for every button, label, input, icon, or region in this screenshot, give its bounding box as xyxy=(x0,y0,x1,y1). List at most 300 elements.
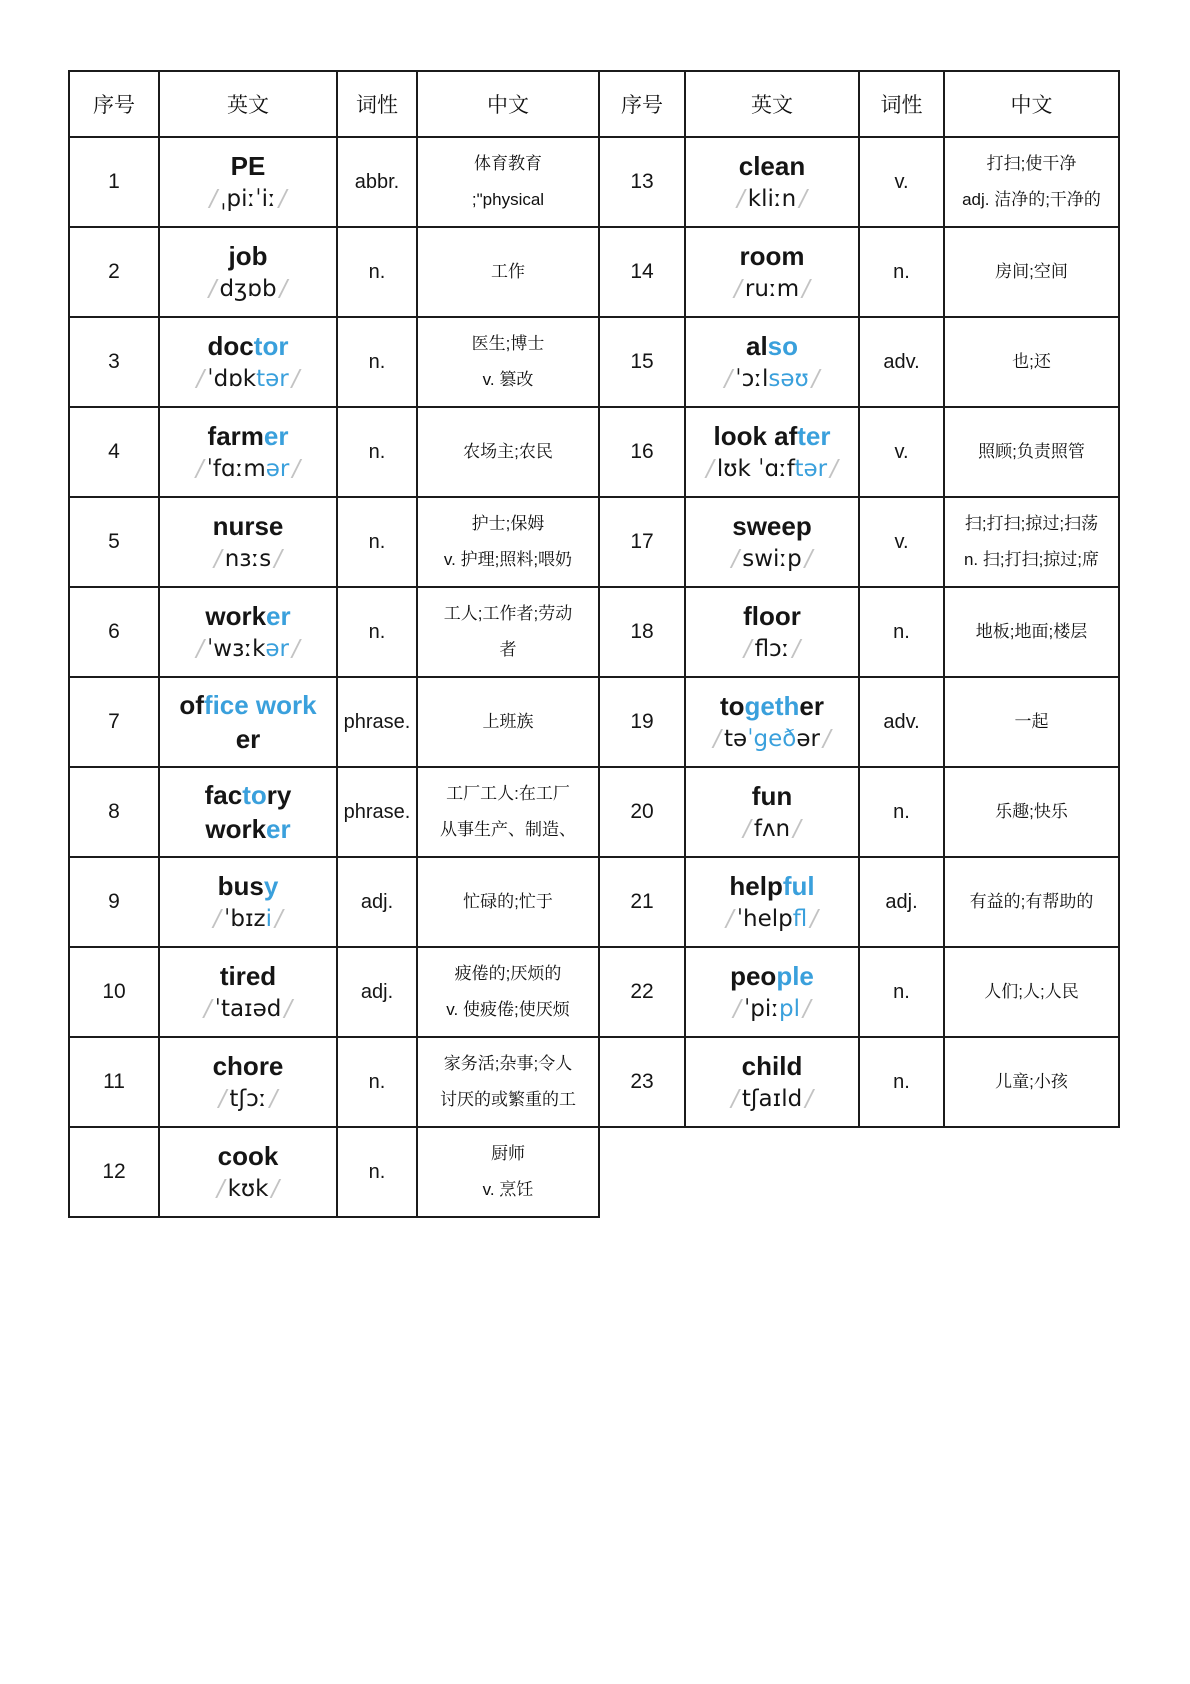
part-of-speech-cell: adv. xyxy=(859,677,944,767)
phonetic xyxy=(686,543,858,576)
num-cell: 20 xyxy=(599,767,685,857)
english-word xyxy=(686,239,858,273)
english-word xyxy=(686,1049,858,1083)
phonetic-slash: / xyxy=(830,455,838,482)
chinese-meaning-line: adj. 洁净的;干净的 xyxy=(962,190,1101,209)
part-of-speech-cell: adj. xyxy=(337,857,417,947)
word-part: to xyxy=(719,690,745,721)
part-of-speech-cell: v. xyxy=(859,137,944,227)
chinese-meaning-line: 农场主;农民 xyxy=(463,442,553,461)
phonetic-slash: / xyxy=(292,455,301,482)
part-of-speech-cell: n. xyxy=(337,407,417,497)
phonetic-slash: / xyxy=(203,995,212,1022)
word-part-highlight: er xyxy=(263,420,289,451)
chinese-meaning-line: 护士;保姆 xyxy=(471,514,545,533)
num-cell: 8 xyxy=(69,767,159,857)
table-row xyxy=(599,767,1119,857)
num-cell: 17 xyxy=(599,497,685,587)
phonetic-part: kliːn xyxy=(747,185,797,212)
table-row xyxy=(69,317,599,407)
phonetic-slash: / xyxy=(792,635,801,662)
part-of-speech-cell: n. xyxy=(337,227,417,317)
word-part: job xyxy=(228,240,268,271)
table-row xyxy=(69,1037,599,1127)
phonetic-slash: / xyxy=(734,275,742,302)
table-row xyxy=(599,1037,1119,1127)
word-cell xyxy=(159,677,337,767)
phonetic xyxy=(160,1083,336,1116)
chinese-meaning-line: 忙碌的;忙于 xyxy=(463,892,553,911)
part-of-speech-cell: n. xyxy=(337,587,417,677)
num-cell: 23 xyxy=(599,1037,685,1127)
num-cell: 13 xyxy=(599,137,685,227)
word-cell xyxy=(159,1127,337,1217)
phonetic-slash: / xyxy=(195,455,204,482)
phonetic-slash: / xyxy=(743,635,752,662)
word-cell xyxy=(159,497,337,587)
part-of-speech-cell: adj. xyxy=(337,947,417,1037)
chinese-meaning-cell xyxy=(944,407,1119,497)
phonetic-part: tʃaɪld xyxy=(741,1085,803,1112)
chinese-meaning-line: 从事生产、制造、 xyxy=(440,820,576,839)
word-cell xyxy=(685,767,859,857)
word-cell xyxy=(159,587,337,677)
word-part-highlight: tor xyxy=(253,330,289,361)
word-part: fac xyxy=(204,780,243,810)
phonetic-slash: / xyxy=(731,1085,739,1112)
chinese-meaning-line: 有益的;有帮助的 xyxy=(969,892,1094,911)
phonetic-part-highlight: pl xyxy=(779,995,801,1022)
part-of-speech-cell: v. xyxy=(859,497,944,587)
table-row xyxy=(599,857,1119,947)
phonetic-slash: / xyxy=(724,365,733,392)
part-of-speech-cell: phrase. xyxy=(337,677,417,767)
chinese-meaning-line: 照顾;负责照管 xyxy=(978,442,1085,461)
english-word xyxy=(160,959,336,993)
chinese-meaning-line: 工作 xyxy=(491,262,525,281)
chinese-meaning-cell xyxy=(944,857,1119,947)
chinese-meaning-cell xyxy=(417,227,599,317)
english-word xyxy=(686,329,858,363)
english-word xyxy=(160,239,336,273)
phonetic-slash: / xyxy=(731,545,740,572)
chinese-meaning-line: 讨厌的或繁重的工 xyxy=(440,1090,576,1109)
chinese-meaning-line: v. 篡改 xyxy=(482,370,534,389)
phonetic-part-highlight: i xyxy=(265,905,272,932)
table-body-left xyxy=(69,137,599,1217)
vocabulary-sheet xyxy=(68,70,1120,1218)
num-cell: 16 xyxy=(599,407,685,497)
chinese-meaning-cell xyxy=(417,137,599,227)
chinese-meaning-cell xyxy=(417,407,599,497)
phonetic xyxy=(160,183,336,216)
phonetic-part: kʊk xyxy=(227,1175,269,1202)
chinese-meaning-cell xyxy=(417,947,599,1037)
word-part-highlight: ful xyxy=(782,870,815,901)
phonetic-slash: / xyxy=(713,725,722,752)
num-cell: 15 xyxy=(599,317,685,407)
word-part: ry xyxy=(266,780,292,810)
phonetic-part-highlight: fl xyxy=(792,905,808,932)
word-cell xyxy=(685,497,859,587)
chinese-meaning-cell xyxy=(417,497,599,587)
word-part: sweep xyxy=(732,510,812,541)
english-word xyxy=(686,689,858,723)
table-body-right xyxy=(599,137,1119,1127)
word-cell xyxy=(685,227,859,317)
phonetic-part-highlight: ˈgeð xyxy=(747,725,797,752)
phonetic xyxy=(686,183,858,216)
word-part: peo xyxy=(730,960,777,991)
chinese-meaning-line: 工人;工作者;劳动 xyxy=(443,604,573,623)
word-cell xyxy=(159,137,337,227)
chinese-meaning-line: 乐趣;快乐 xyxy=(995,802,1068,821)
chinese-meaning-line: 厨师 xyxy=(491,1144,525,1163)
word-part: bus xyxy=(217,870,264,901)
word-cell xyxy=(685,317,859,407)
chinese-meaning-line: 家务活;杂事;令人 xyxy=(443,1054,573,1073)
word-part: room xyxy=(739,240,805,271)
chinese-meaning-line: n. 扫;打扫;掠过;席 xyxy=(963,550,1100,569)
phonetic xyxy=(686,723,858,756)
num-cell: 10 xyxy=(69,947,159,1037)
phonetic xyxy=(160,543,336,576)
chinese-meaning-line: 疲倦的;厌烦的 xyxy=(454,964,562,983)
table-row xyxy=(69,947,599,1037)
phonetic-slash: / xyxy=(804,545,813,572)
table-row xyxy=(599,227,1119,317)
column-header: 中文 xyxy=(417,71,599,137)
header-row xyxy=(599,71,1119,137)
chinese-meaning-cell xyxy=(944,497,1119,587)
phonetic-slash: / xyxy=(292,635,300,662)
phonetic-slash: / xyxy=(274,545,283,572)
phonetic-slash: / xyxy=(216,1175,225,1202)
phonetic xyxy=(686,1083,858,1116)
phonetic-slash: / xyxy=(811,365,820,392)
phonetic xyxy=(160,1173,336,1206)
part-of-speech-cell: n. xyxy=(859,767,944,857)
num-cell: 5 xyxy=(69,497,159,587)
phonetic-slash: / xyxy=(284,995,293,1022)
phonetic-slash: / xyxy=(209,185,218,212)
word-cell xyxy=(685,1037,859,1127)
english-word xyxy=(160,778,336,812)
phonetic-slash: / xyxy=(279,275,288,302)
english-word xyxy=(160,688,336,722)
phonetic-slash: / xyxy=(208,275,217,302)
phonetic-part-highlight: tər xyxy=(256,365,289,392)
word-part: nurse xyxy=(212,510,284,541)
chinese-meaning-cell xyxy=(944,317,1119,407)
num-cell: 1 xyxy=(69,137,159,227)
word-cell xyxy=(685,587,859,677)
table-header-left xyxy=(69,71,599,137)
word-cell xyxy=(685,947,859,1037)
chinese-meaning-line: v. 使疲倦;使厌烦 xyxy=(446,1000,570,1019)
chinese-meaning-line: v. 护理;照料;喂奶 xyxy=(443,550,573,569)
phonetic-slash: / xyxy=(737,185,745,212)
num-cell: 6 xyxy=(69,587,159,677)
chinese-meaning-line: 体育教育 xyxy=(474,154,542,173)
word-part: work xyxy=(205,600,267,631)
word-part: fun xyxy=(751,780,793,811)
part-of-speech-cell: n. xyxy=(337,497,417,587)
chinese-meaning-cell xyxy=(417,1037,599,1127)
word-cell xyxy=(685,857,859,947)
phonetic-part: ˌpiːˈiː xyxy=(220,185,276,212)
word-part: cook xyxy=(217,1140,279,1171)
word-cell xyxy=(685,407,859,497)
part-of-speech-cell: n. xyxy=(859,227,944,317)
english-word xyxy=(160,329,336,363)
table-row xyxy=(599,407,1119,497)
phonetic-part: nɜːs xyxy=(224,545,272,572)
chinese-meaning-line: 工厂工人:在工厂 xyxy=(446,784,570,803)
word-part: look af xyxy=(713,420,798,451)
word-part: chore xyxy=(212,1050,284,1081)
num-cell: 11 xyxy=(69,1037,159,1127)
phonetic-part: flɔː xyxy=(754,635,790,662)
word-cell xyxy=(159,407,337,497)
table-row xyxy=(599,587,1119,677)
column-header: 序号 xyxy=(599,71,685,137)
table-header-right xyxy=(599,71,1119,137)
phonetic-slash: / xyxy=(274,905,283,932)
table-row xyxy=(599,947,1119,1037)
word-part-highlight: fice work xyxy=(203,690,317,720)
phonetic-part: ruːm xyxy=(744,275,800,302)
num-cell: 21 xyxy=(599,857,685,947)
num-cell: 14 xyxy=(599,227,685,317)
phonetic xyxy=(160,273,336,306)
phonetic-slash: / xyxy=(733,995,741,1022)
phonetic xyxy=(686,273,858,306)
phonetic-part: ˈbɪz xyxy=(224,905,266,932)
phonetic-slash: / xyxy=(278,185,287,212)
word-part: er xyxy=(799,690,824,721)
chinese-meaning-cell xyxy=(944,227,1119,317)
phonetic-part: ˈpiː xyxy=(743,995,780,1022)
phonetic-part: ər xyxy=(796,725,820,752)
phonetic-part-highlight: ər xyxy=(265,455,290,482)
part-of-speech-cell: adv. xyxy=(859,317,944,407)
phonetic-part: ˈdɒk xyxy=(207,365,257,392)
phonetic-slash: / xyxy=(271,1175,280,1202)
word-part: help xyxy=(729,870,783,901)
chinese-meaning-cell xyxy=(944,677,1119,767)
phonetic-part: tə xyxy=(724,725,748,752)
chinese-meaning-cell xyxy=(944,947,1119,1037)
chinese-meaning-line: 儿童;小孩 xyxy=(995,1072,1068,1091)
num-cell: 7 xyxy=(69,677,159,767)
table-row xyxy=(69,767,599,857)
english-word xyxy=(160,149,336,183)
table-row xyxy=(69,137,599,227)
phonetic-part: ˈwɜːk xyxy=(206,635,266,662)
phonetic xyxy=(686,453,858,486)
word-part: al xyxy=(745,330,768,361)
part-of-speech-cell: n. xyxy=(337,1127,417,1217)
table-row xyxy=(599,137,1119,227)
word-cell xyxy=(685,677,859,767)
word-part: of xyxy=(179,690,204,720)
phonetic-slash: / xyxy=(269,1085,278,1112)
word-part: child xyxy=(741,1050,803,1081)
chinese-meaning-line: 打扫;使干净 xyxy=(986,154,1077,173)
phonetic xyxy=(686,903,858,936)
phonetic-part: ˈfɑːm xyxy=(206,455,266,482)
word-part: floor xyxy=(743,600,801,631)
word-part: doc xyxy=(207,330,254,361)
word-part-highlight: er xyxy=(266,814,291,844)
part-of-speech-cell: abbr. xyxy=(337,137,417,227)
chinese-meaning-cell xyxy=(417,767,599,857)
phonetic-slash: / xyxy=(743,815,751,842)
english-word xyxy=(686,599,858,633)
chinese-meaning-line: v. 烹饪 xyxy=(482,1180,534,1199)
column-header: 词性 xyxy=(337,71,417,137)
english-word xyxy=(160,1049,336,1083)
chinese-meaning-cell xyxy=(417,1127,599,1217)
phonetic xyxy=(160,903,336,936)
english-word xyxy=(686,149,858,183)
num-cell: 22 xyxy=(599,947,685,1037)
vocab-table-right xyxy=(598,70,1120,1128)
word-cell xyxy=(159,947,337,1037)
chinese-meaning-cell xyxy=(417,857,599,947)
table-row xyxy=(599,317,1119,407)
phonetic-part: lʊk ˈɑːf xyxy=(716,455,795,482)
phonetic-part: dʒɒb xyxy=(219,275,277,302)
phonetic-slash: / xyxy=(218,1085,227,1112)
chinese-meaning-line: 医生;博士 xyxy=(471,334,545,353)
phonetic xyxy=(160,453,336,486)
column-header: 序号 xyxy=(69,71,159,137)
chinese-meaning-cell xyxy=(944,767,1119,857)
phonetic-part: swiːp xyxy=(742,545,802,572)
word-part: farm xyxy=(207,420,264,451)
chinese-meaning-cell xyxy=(944,1037,1119,1127)
num-cell: 3 xyxy=(69,317,159,407)
table-row xyxy=(69,1127,599,1217)
chinese-meaning-cell xyxy=(944,137,1119,227)
word-cell xyxy=(685,137,859,227)
table-row xyxy=(599,677,1119,767)
part-of-speech-cell: n. xyxy=(337,317,417,407)
english-word xyxy=(160,869,336,903)
english-word xyxy=(686,509,858,543)
chinese-meaning-line: 上班族 xyxy=(482,712,534,731)
word-cell xyxy=(159,767,337,857)
english-word xyxy=(686,419,858,453)
phonetic-part: fʌn xyxy=(753,815,791,842)
english-word xyxy=(160,599,336,633)
chinese-meaning-cell xyxy=(417,317,599,407)
english-word xyxy=(160,812,336,846)
column-header: 词性 xyxy=(859,71,944,137)
word-part: er xyxy=(235,724,261,754)
phonetic-slash: / xyxy=(196,365,205,392)
phonetic-slash: / xyxy=(810,905,819,932)
chinese-meaning-cell xyxy=(417,677,599,767)
phonetic xyxy=(160,993,336,1026)
word-part-highlight: ple xyxy=(776,960,814,991)
vocab-table-left xyxy=(68,70,600,1218)
phonetic-part: tʃɔː xyxy=(229,1085,267,1112)
word-part: PE xyxy=(230,150,266,181)
phonetic xyxy=(686,363,858,396)
word-cell xyxy=(159,317,337,407)
phonetic-slash: / xyxy=(213,905,222,932)
chinese-meaning-cell xyxy=(944,587,1119,677)
column-header: 中文 xyxy=(944,71,1119,137)
word-cell xyxy=(159,857,337,947)
english-word xyxy=(160,509,336,543)
num-cell: 9 xyxy=(69,857,159,947)
part-of-speech-cell: n. xyxy=(859,947,944,1037)
num-cell: 2 xyxy=(69,227,159,317)
phonetic-slash: / xyxy=(793,815,801,842)
phonetic-slash: / xyxy=(706,455,714,482)
num-cell: 19 xyxy=(599,677,685,767)
phonetic xyxy=(686,993,858,1026)
column-header: 英文 xyxy=(159,71,337,137)
chinese-meaning-line: 地板;地面;楼层 xyxy=(975,622,1088,641)
english-word xyxy=(686,959,858,993)
word-part-highlight: geth xyxy=(744,690,800,721)
phonetic xyxy=(160,363,336,396)
num-cell: 12 xyxy=(69,1127,159,1217)
table-row xyxy=(69,497,599,587)
num-cell: 18 xyxy=(599,587,685,677)
part-of-speech-cell: v. xyxy=(859,407,944,497)
word-part-highlight: to xyxy=(242,780,267,810)
word-part-highlight: so xyxy=(767,330,799,361)
phonetic-slash: / xyxy=(291,365,300,392)
header-row xyxy=(69,71,599,137)
phonetic-slash: / xyxy=(213,545,222,572)
english-word xyxy=(160,419,336,453)
chinese-meaning-cell xyxy=(417,587,599,677)
column-header: 英文 xyxy=(685,71,859,137)
word-part: work xyxy=(205,814,267,844)
table-row xyxy=(69,227,599,317)
table-row xyxy=(599,497,1119,587)
part-of-speech-cell: adj. xyxy=(859,857,944,947)
word-cell xyxy=(159,227,337,317)
phonetic-part: ˈtaɪəd xyxy=(214,995,282,1022)
chinese-meaning-line: 房间;空间 xyxy=(995,262,1068,281)
chinese-meaning-line: 也;还 xyxy=(1012,352,1051,371)
word-cell xyxy=(159,1037,337,1127)
num-cell: 4 xyxy=(69,407,159,497)
chinese-meaning-line: 一起 xyxy=(1014,712,1049,731)
table-row xyxy=(69,587,599,677)
phonetic-part-highlight: tər xyxy=(794,455,828,482)
word-part: tired xyxy=(219,960,277,991)
english-word xyxy=(686,779,858,813)
word-part-highlight: er xyxy=(266,600,291,631)
english-word xyxy=(160,722,336,756)
phonetic-slash: / xyxy=(799,185,807,212)
english-word xyxy=(160,1139,336,1173)
english-word xyxy=(686,869,858,903)
phonetic-slash: / xyxy=(805,1085,813,1112)
phonetic-part: ˈɔːl xyxy=(735,365,769,392)
phonetic-slash: / xyxy=(802,275,810,302)
part-of-speech-cell: n. xyxy=(337,1037,417,1127)
